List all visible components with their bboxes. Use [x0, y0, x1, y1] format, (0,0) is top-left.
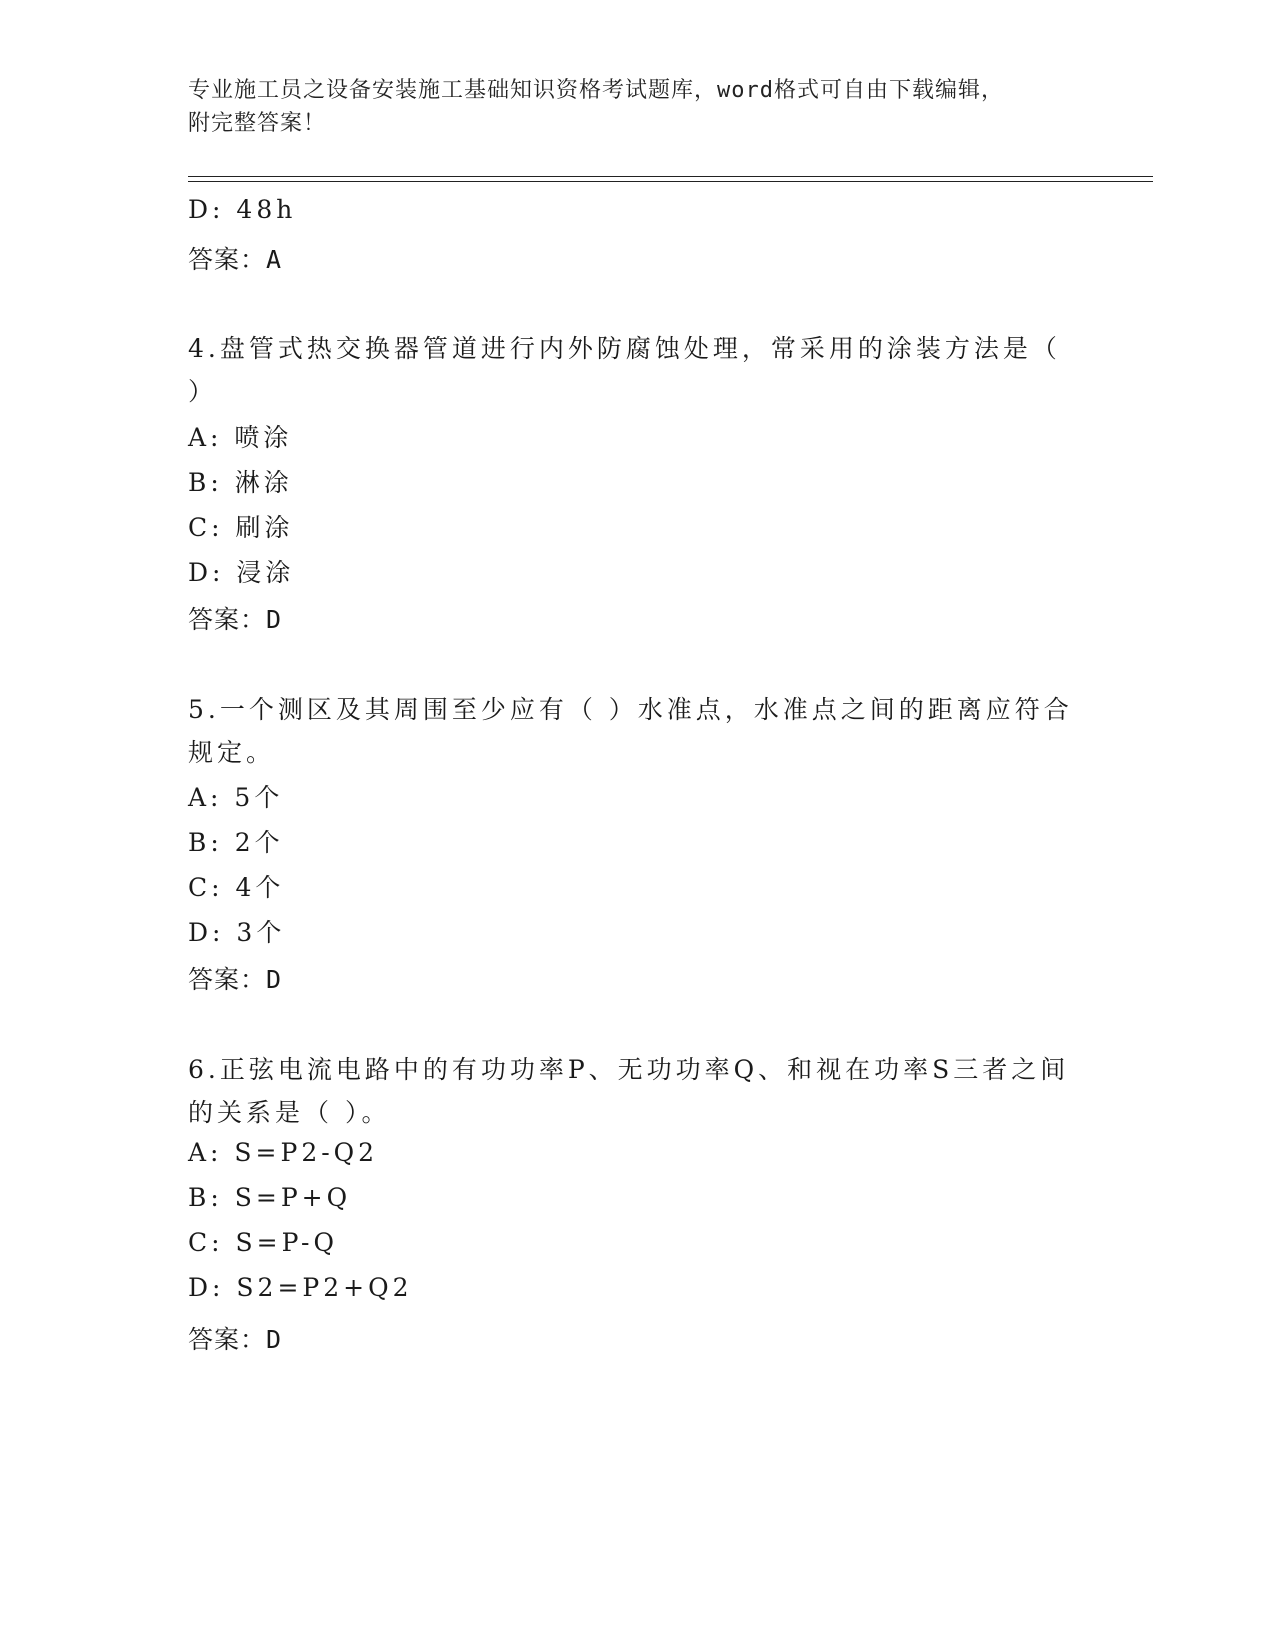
q4-stem-line-1: 4.盘管式热交换器管道进行内外防腐蚀处理，常采用的涂装方法是（ [188, 334, 1061, 363]
q6-stem-line-2: 的关系是（ ）。 [188, 1098, 391, 1127]
q4-option-d: D: 浸涂 [188, 558, 295, 587]
q4-option-b: B: 淋涂 [188, 468, 293, 497]
q4-option-c: C: 刷涂 [188, 513, 294, 542]
q5-option-d: D: 3个 [188, 918, 286, 947]
q4-option-a: A: 喷涂 [188, 423, 293, 452]
header-divider-top [188, 176, 1153, 177]
q6-option-c: C: S=P-Q [188, 1228, 338, 1257]
q5-option-c: C: 4个 [188, 873, 285, 902]
q5-option-b: B: 2个 [188, 828, 284, 857]
q5-stem-line-1: 5.一个测区及其周围至少应有（ ）水准点，水准点之间的距离应符合 [188, 695, 1073, 724]
q5-option-a: A: 5个 [188, 783, 284, 812]
q6-option-d: D: S2=P2+Q2 [188, 1273, 413, 1302]
q6-stem-line-1: 6.正弦电流电路中的有功功率P、无功功率Q、和视在功率S三者之间 [188, 1055, 1070, 1084]
q4-stem-line-2: ） [188, 377, 218, 406]
document-header [188, 74, 1078, 140]
header-divider-bottom [188, 181, 1153, 182]
q5-answer: 答案：D [188, 965, 283, 994]
header-line-1: 专业施工员之设备安装施工基础知识资格考试题库，word格式可自由下载编辑， [188, 78, 1004, 103]
q4-answer: 答案：D [188, 605, 283, 634]
q5-stem-line-2: 规定。 [188, 738, 276, 767]
q6-option-a: A: S=P2-Q2 [188, 1138, 379, 1167]
prev-question-answer: 答案：A [188, 245, 283, 274]
q6-answer: 答案：D [188, 1325, 283, 1354]
q6-option-b: B: S=P+Q [188, 1183, 352, 1212]
prev-question-option-d: D: 48h [188, 195, 297, 224]
header-line-2: 附完整答案！ [188, 111, 327, 136]
